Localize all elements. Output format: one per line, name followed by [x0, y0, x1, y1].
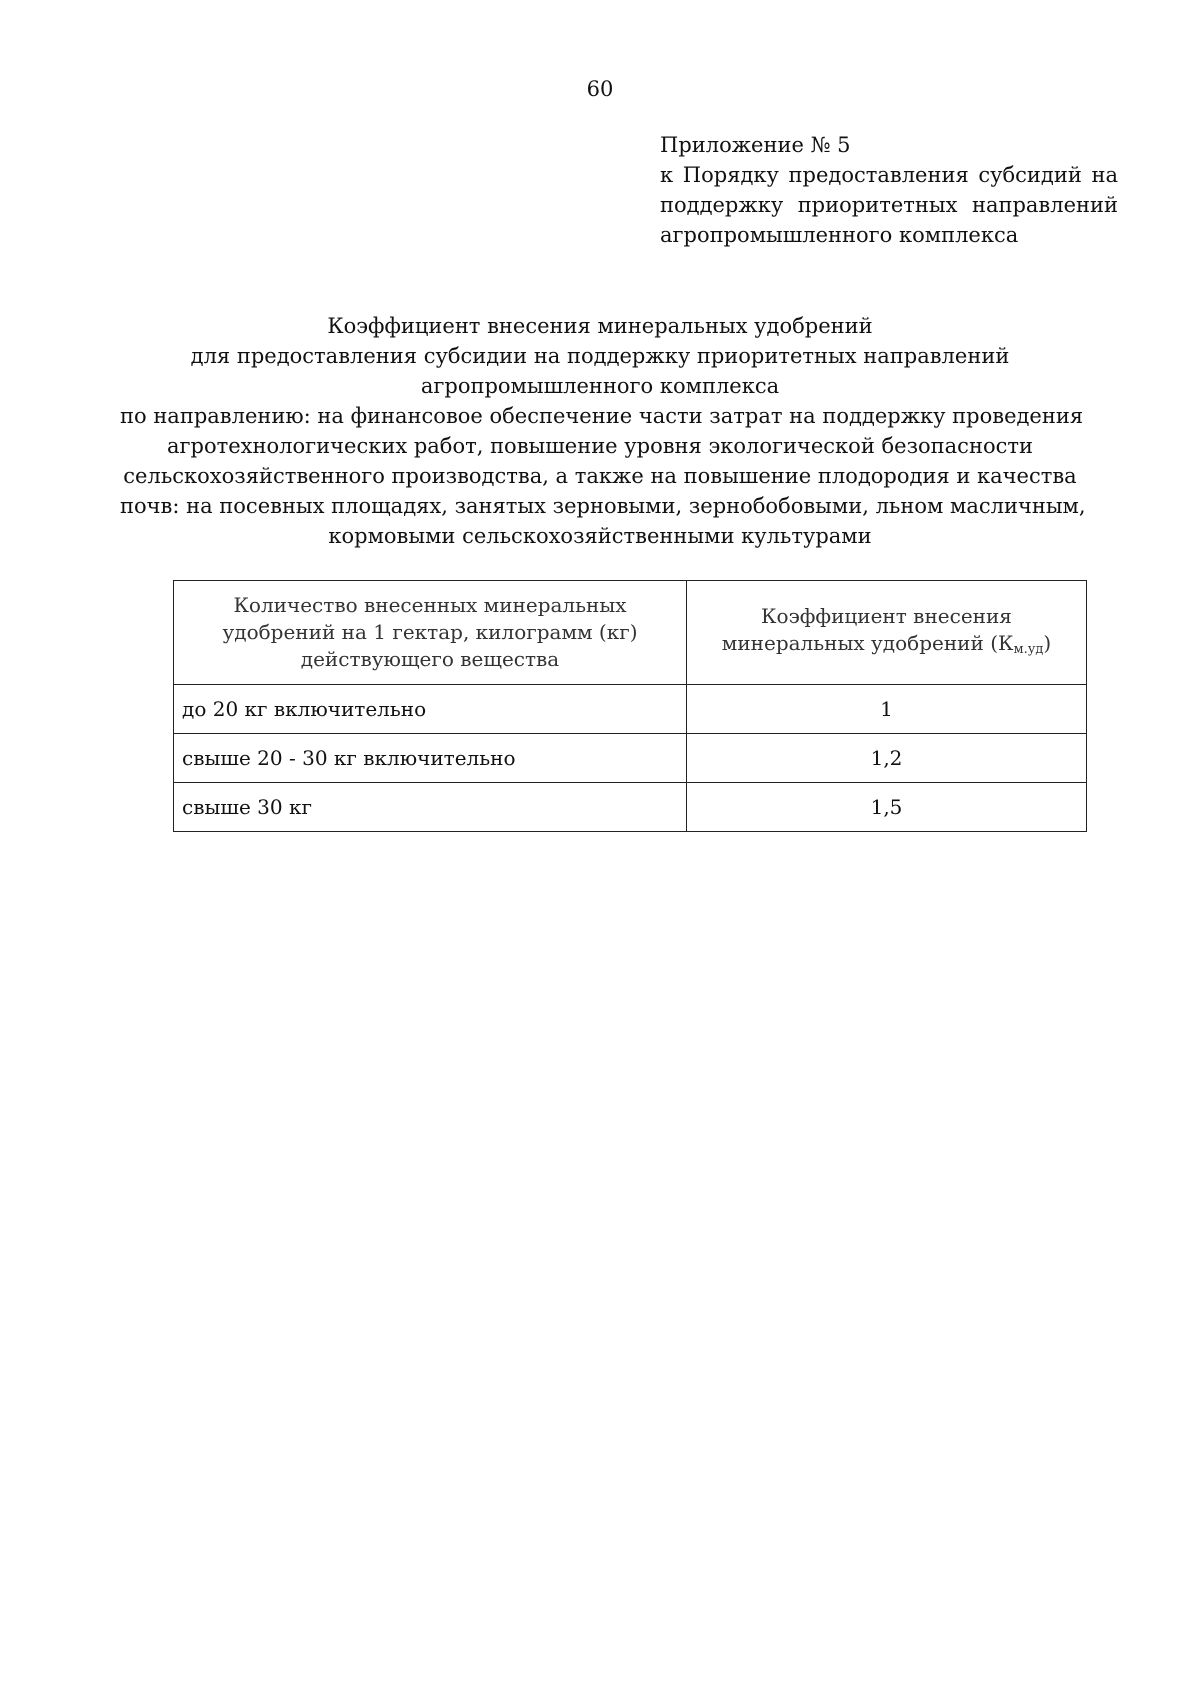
title-line: Коэффициент внесения минеральных удобрений: [327, 314, 873, 338]
table-header-row: [174, 581, 1087, 685]
cell-coefficient: 1: [687, 685, 1087, 734]
title-line: кормовыми сельскохозяйственными культурами: [328, 524, 872, 548]
header-amount: Количество внесенных минеральных удобрений на 1 гектар, килограмм (кг) действующего вещества: [174, 581, 687, 685]
title-line: почв: на посевных площадях, занятых зерновыми, зернобобовыми, льном масличным,: [120, 494, 1086, 518]
page-number: 60: [586, 77, 614, 101]
cell-coefficient: 1,2: [687, 734, 1087, 783]
header-coefficient-text: Коэффициент внесения минеральных удобрений (К: [721, 603, 1014, 655]
header-coefficient: [687, 581, 1087, 685]
table-row: [174, 783, 1087, 832]
appendix-line: поддержку приоритетных направлений: [660, 193, 1118, 217]
appendix-line: к Порядку предоставления субсидий на: [660, 163, 1118, 187]
cell-coefficient: 1,5: [687, 783, 1087, 832]
title-line: для предоставления субсидии на поддержку приоритетных направлений: [190, 344, 1010, 368]
appendix-line: агропромышленного комплекса: [660, 223, 1019, 247]
coefficient-table: [173, 580, 1087, 832]
cell-amount: свыше 30 кг: [174, 783, 687, 832]
document-title: [120, 311, 1086, 551]
title-line: сельскохозяйственного производства, а также на повышение плодородия и качества: [123, 464, 1077, 488]
cell-amount: свыше 20 - 30 кг включительно: [174, 734, 687, 783]
table-row: [174, 685, 1087, 734]
title-line: агротехнологических работ, повышение уровня экологической безопасности: [167, 434, 1033, 458]
appendix-title: Приложение № 5: [660, 133, 851, 157]
table-row: [174, 734, 1087, 783]
title-line: агропромышленного комплекса: [420, 374, 780, 398]
title-line: по направлению: на финансовое обеспечение части затрат на поддержку проведения: [120, 404, 1084, 428]
header-coefficient-close: ): [1043, 630, 1052, 655]
cell-amount: до 20 кг включительно: [174, 685, 687, 734]
appendix-block: [660, 130, 1118, 250]
header-coefficient-subscript: м.уд: [1013, 641, 1044, 657]
